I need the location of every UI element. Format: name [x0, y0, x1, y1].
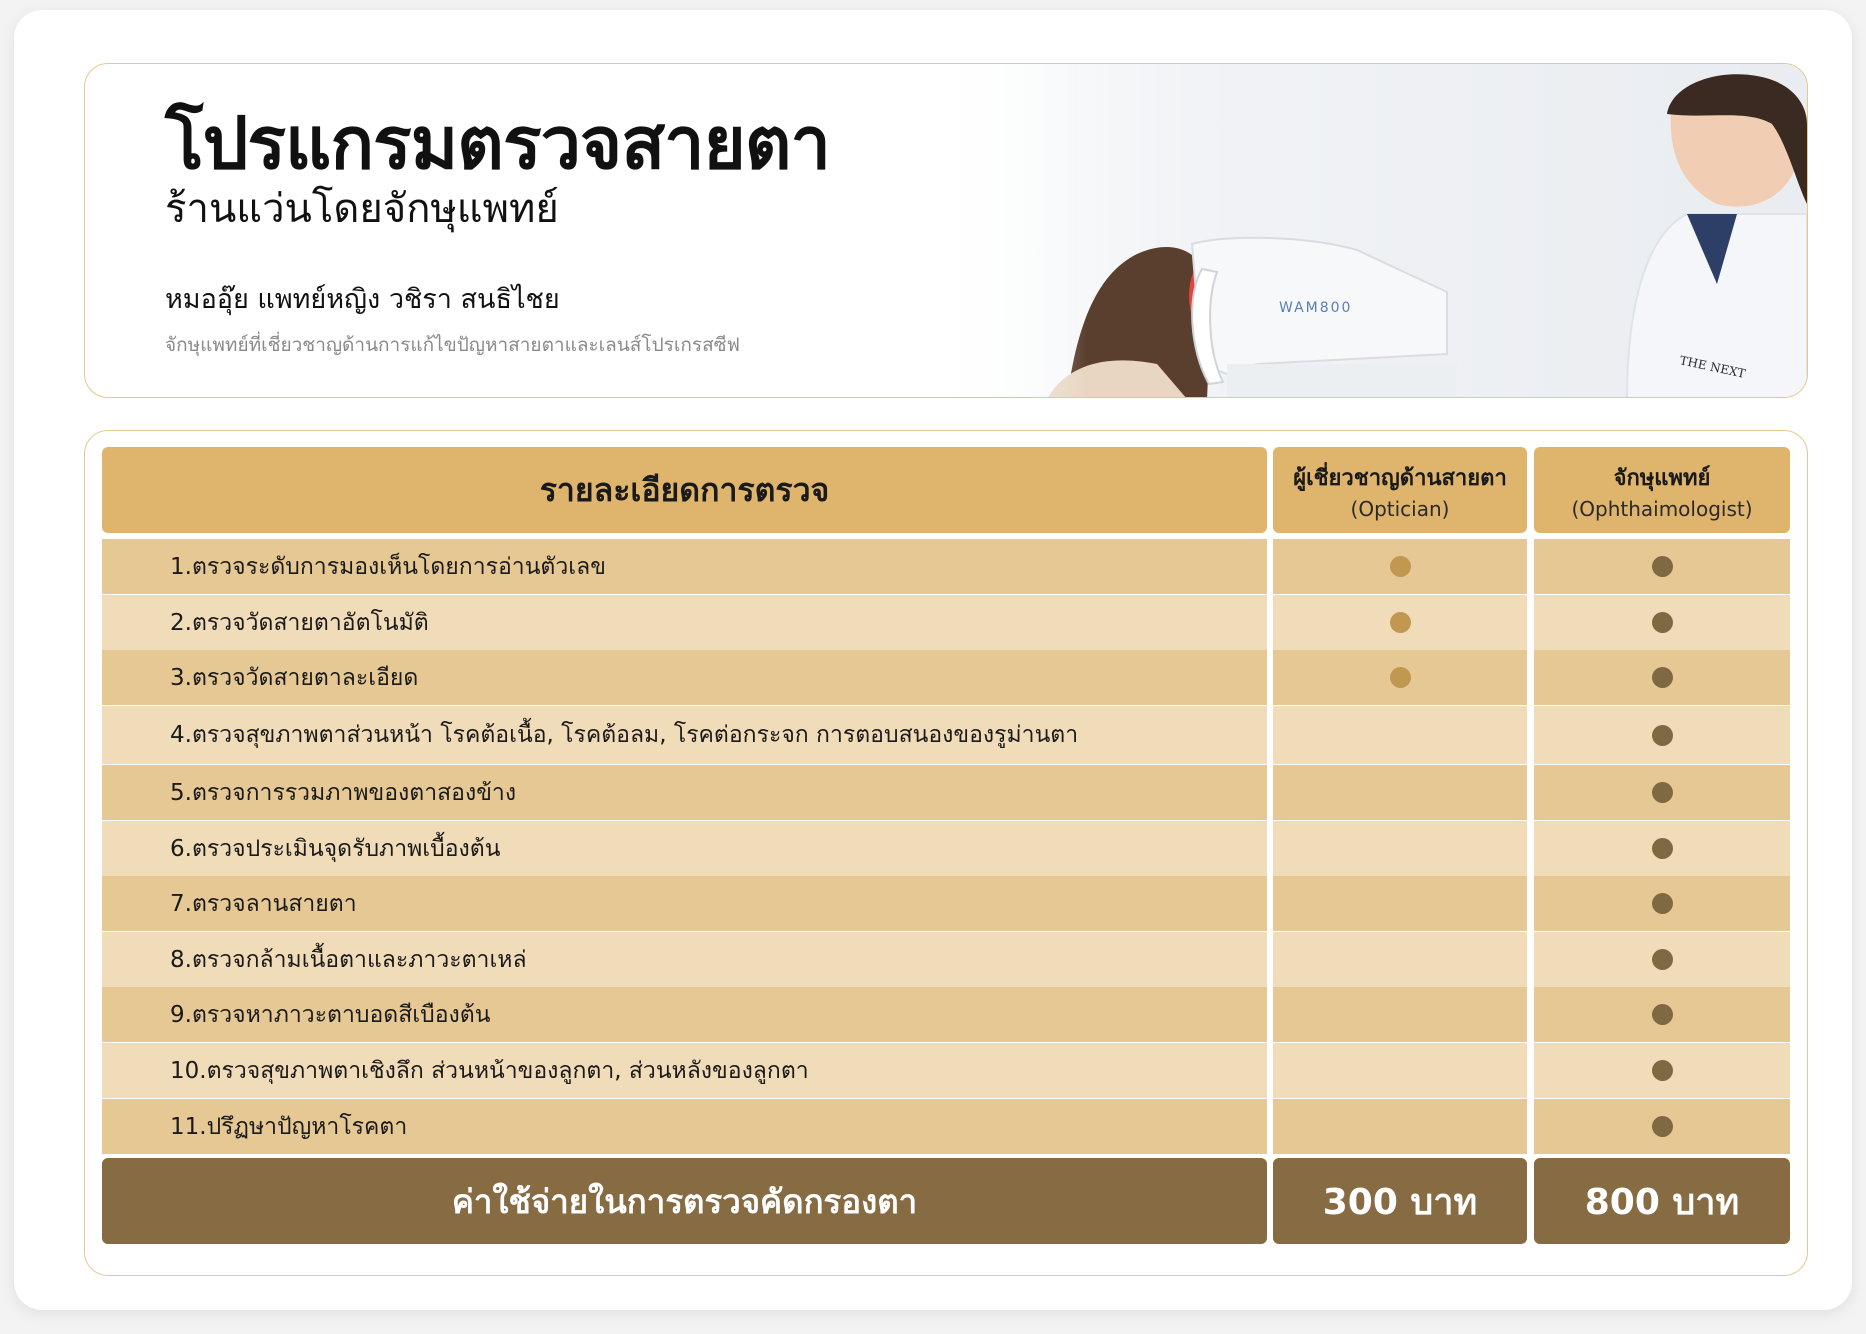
- optician-cell: [1273, 1099, 1527, 1154]
- eye-exam-illustration: [927, 64, 1807, 398]
- ophthalmologist-included-dot-icon: [1652, 838, 1673, 859]
- optician-cell: [1273, 706, 1527, 764]
- ophthalmologist-included-dot-icon: [1652, 1060, 1673, 1081]
- doctor-description: จักษุแพทย์ที่เชี่ยวชาญด้านการแก้ไขปัญหาสายตาและเลนส์โปรเกรสซีฟ: [165, 333, 741, 356]
- footer-label: ค่าใช้จ่ายในการตรวจคัดกรองตา: [451, 1181, 918, 1221]
- ophthalmologist-included-dot-icon: [1652, 612, 1673, 633]
- ophthalmologist-included-dot-icon: [1652, 949, 1673, 970]
- optician-cell: [1273, 650, 1527, 705]
- optician-cell: [1273, 987, 1527, 1042]
- table-row-label: 9.ตรวจหาภาวะตาบอดสีเบืองต้น: [102, 987, 1267, 1042]
- ophthalmologist-cell: [1534, 765, 1790, 820]
- optician-cell: [1273, 595, 1527, 650]
- table-row-label: 11.ปรึฏษาปัญหาโรคตา: [102, 1099, 1267, 1154]
- header-ophthalmologist-sub: (Ophthaimologist): [1571, 496, 1753, 521]
- table-row-label: 6.ตรวจประเมินจุดรับภาพเบื้องต้น: [102, 821, 1267, 876]
- optician-price: 300 บาท: [1322, 1181, 1478, 1223]
- ophthalmologist-cell: [1534, 932, 1790, 987]
- coat-label: THE NEXT: [1678, 353, 1747, 381]
- header-optician: [1273, 447, 1527, 533]
- ophthalmologist-included-dot-icon: [1652, 893, 1673, 914]
- optician-cell: [1273, 821, 1527, 876]
- ophthalmologist-cell: [1534, 539, 1790, 594]
- optician-cell: [1273, 876, 1527, 931]
- table-row-label: 8.ตรวจกล้ามเนื้อตาและภาวะตาเหล่: [102, 932, 1267, 987]
- header-details-label: รายละเอียดการตรวจ: [539, 470, 830, 509]
- exam-table: [84, 430, 1808, 1276]
- table-row-label: 5.ตรวจการรวมภาพของตาสองข้าง: [102, 765, 1267, 820]
- page-title: โปรแกรมตรวจสายตา: [165, 101, 830, 185]
- ophthalmologist-included-dot-icon: [1652, 556, 1673, 577]
- ophthalmologist-cell: [1534, 876, 1790, 931]
- ophthalmologist-cell: [1534, 821, 1790, 876]
- optician-cell: [1273, 539, 1527, 594]
- optician-included-dot-icon: [1390, 556, 1411, 577]
- optician-cell: [1273, 932, 1527, 987]
- optician-cell: [1273, 765, 1527, 820]
- table-row-label: 2.ตรวจวัดสายตาอัตโนมัติ: [102, 595, 1267, 650]
- optician-cell: [1273, 1043, 1527, 1098]
- footer-ophthalmologist-price: [1534, 1158, 1790, 1244]
- table-row-label: 10.ตรวจสุขภาพตาเชิงลึก ส่วนหน้าของลูกตา, ส่วนหลังของลูกตา: [102, 1043, 1267, 1098]
- ophthalmologist-included-dot-icon: [1652, 782, 1673, 803]
- optician-included-dot-icon: [1390, 667, 1411, 688]
- hero-text: [165, 102, 830, 360]
- machine-label: WAM800: [1279, 300, 1353, 316]
- hero-photo: [927, 64, 1807, 397]
- doctor-name: หมออุ๊ย แพทย์หญิง วชิรา สนธิไชย: [165, 283, 560, 315]
- footer-cost-label: [102, 1158, 1267, 1244]
- ophthalmologist-cell: [1534, 1043, 1790, 1098]
- hero-banner: [84, 63, 1808, 398]
- page-card: [14, 10, 1852, 1310]
- ophthalmologist-cell: [1534, 1099, 1790, 1154]
- table-row-label: 7.ตรวจลานสายตา: [102, 876, 1267, 931]
- header-optician-title: ผู้เชี่ยวชาญด้านสายตา: [1293, 465, 1507, 491]
- header-optician-sub: (Optician): [1350, 496, 1450, 521]
- ophthalmologist-included-dot-icon: [1652, 1004, 1673, 1025]
- footer-optician-price: [1273, 1158, 1527, 1244]
- ophthalmologist-cell: [1534, 595, 1790, 650]
- ophthalmologist-included-dot-icon: [1652, 725, 1673, 746]
- ophthalmologist-cell: [1534, 987, 1790, 1042]
- page-subtitle: ร้านแว่นโดยจักษุแพทย์: [165, 185, 559, 232]
- header-details: [102, 447, 1267, 533]
- header-ophthalmologist-title: จักษุแพทย์: [1613, 465, 1711, 491]
- table-row-label: 4.ตรวจสุขภาพตาส่วนหน้า โรคต้อเนื้อ, โรคต้อลม, โรคต่อกระจก การตอบสนองของรูม่านตา: [102, 706, 1267, 764]
- table-row-label: 1.ตรวจระดับการมองเห็นโดยการอ่านตัวเลข: [102, 539, 1267, 594]
- header-ophthalmologist: [1534, 447, 1790, 533]
- ophthalmologist-price: 800 บาท: [1584, 1181, 1740, 1223]
- ophthalmologist-included-dot-icon: [1652, 667, 1673, 688]
- ophthalmologist-cell: [1534, 650, 1790, 705]
- ophthalmologist-cell: [1534, 706, 1790, 764]
- optician-included-dot-icon: [1390, 612, 1411, 633]
- table-row-label: 3.ตรวจวัดสายตาละเอียด: [102, 650, 1267, 705]
- ophthalmologist-included-dot-icon: [1652, 1116, 1673, 1137]
